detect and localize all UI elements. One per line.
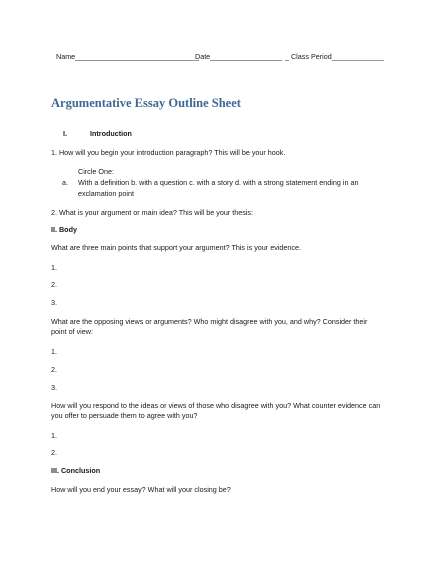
list-item: 2. <box>51 448 57 457</box>
list-item: 1. <box>51 431 57 440</box>
body-main-points-question: What are three main points that support your argument? This is your evidence. <box>51 243 301 252</box>
list-item: 3. <box>51 298 57 307</box>
class-period-field-label: _ Class Period_____________ <box>285 52 384 61</box>
section-3-heading: III. Conclusion <box>51 466 101 475</box>
date-field-label: Date__________________ <box>195 52 283 61</box>
section-1-heading: Introduction <box>90 129 132 138</box>
body-respond-question-line-2: you offer to persuade them to agree with you? <box>51 411 198 420</box>
list-item: 1. <box>51 263 57 272</box>
body-respond-question-line-1: How will you respond to the ideas or views of those who disagree with you? What counter evidence can <box>51 401 381 410</box>
page-title: Argumentative Essay Outline Sheet <box>51 96 241 110</box>
section-2-heading: II. Body <box>51 225 77 234</box>
option-line-2: exclamation point <box>78 189 134 198</box>
intro-question-2: 2. What is your argument or main idea? This will be your thesis: <box>51 208 254 217</box>
name-field-label: Name_______________________________ <box>56 52 200 61</box>
intro-question-1: 1. How will you begin your introduction paragraph? This will be your hook. <box>51 148 286 157</box>
option-letter: a. <box>62 178 68 187</box>
section-1-numeral: I. <box>63 129 67 138</box>
list-item: 1. <box>51 347 57 356</box>
conclusion-question: How will you end your essay? What will your closing be? <box>51 485 231 494</box>
list-item: 2. <box>51 365 57 374</box>
body-opposing-question-line-1: What are the opposing views or arguments? Who might disagree with you, and why? Consider their <box>51 317 368 326</box>
circle-one-label: Circle One: <box>78 167 114 176</box>
list-item: 3. <box>51 383 57 392</box>
option-line-1: With a definition b. with a question c. with a story d. with a strong statement ending in an <box>78 178 359 187</box>
list-item: 2. <box>51 280 57 289</box>
body-opposing-question-line-2: point of view: <box>51 327 93 336</box>
